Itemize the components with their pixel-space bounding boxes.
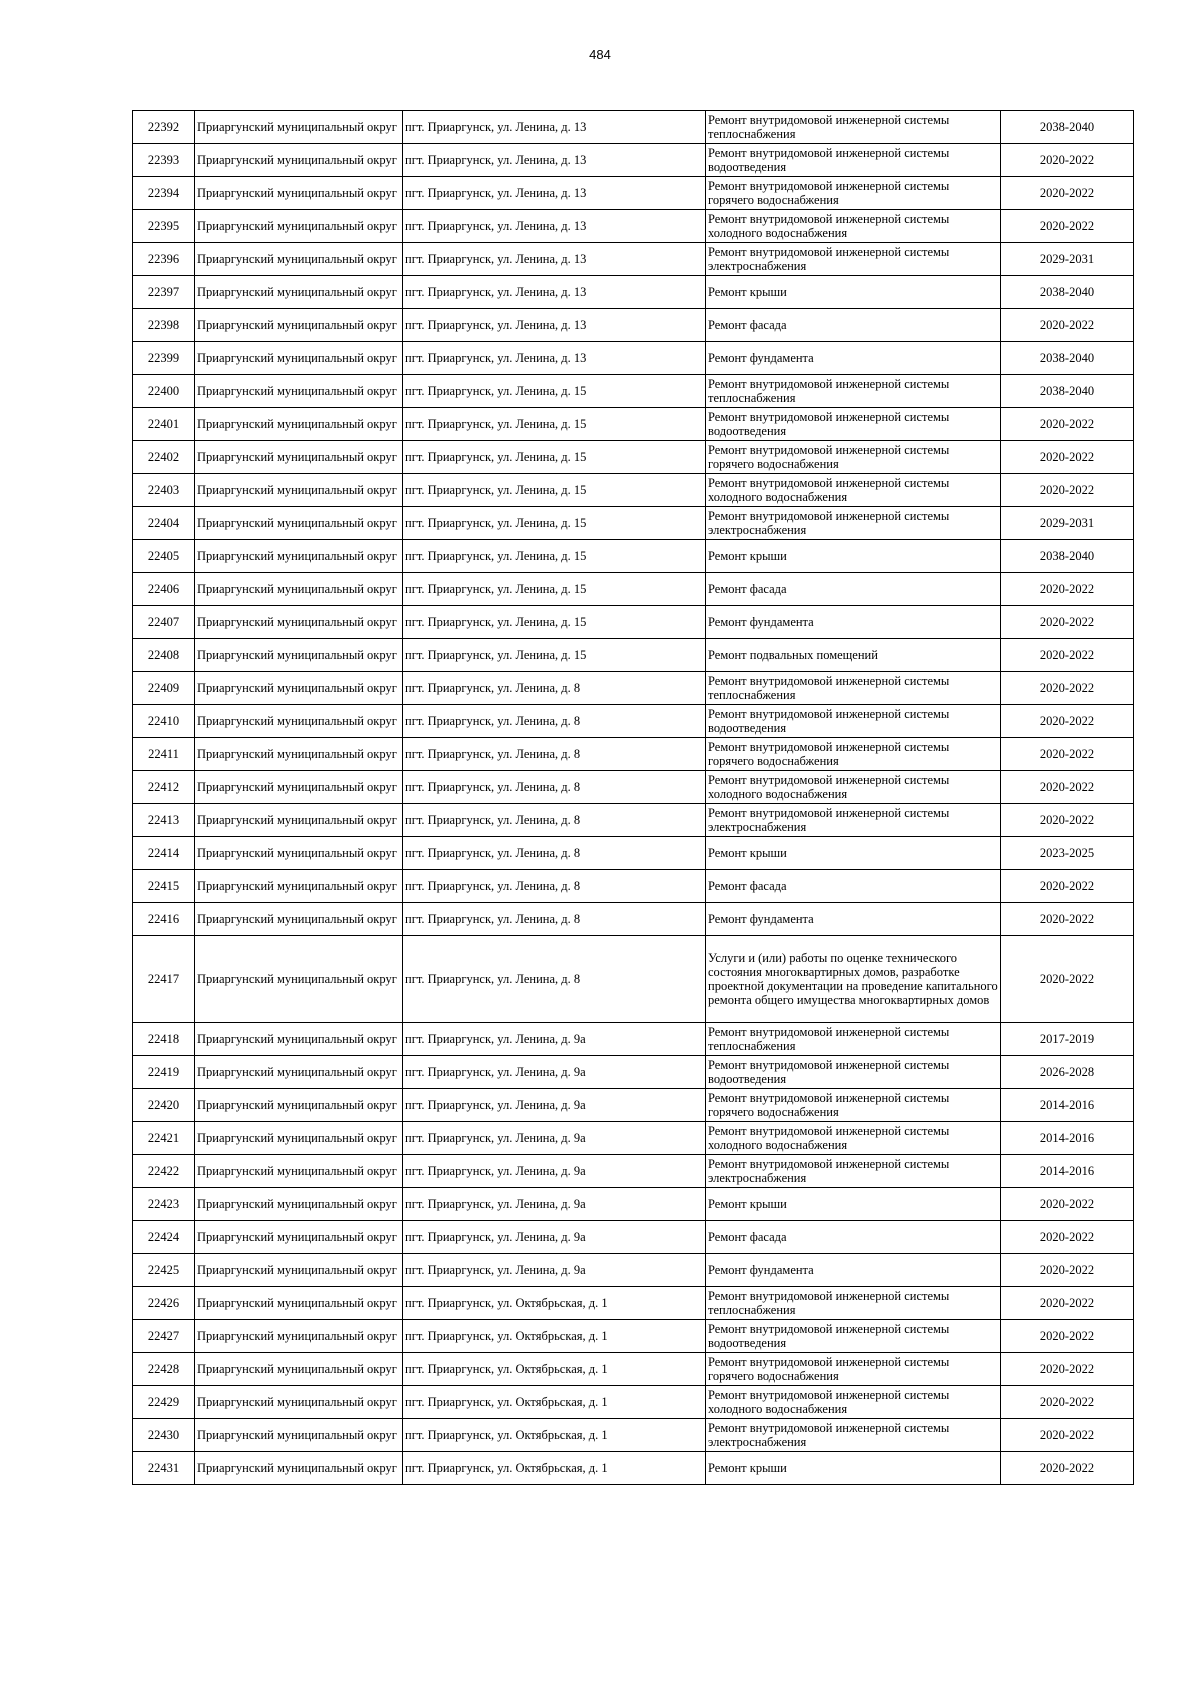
row-number-cell: 22415 [133,870,195,903]
period-cell: 2020-2022 [1001,1320,1134,1353]
work-type-cell: Ремонт фундамента [706,342,1001,375]
table-row [133,1089,1134,1122]
period-cell: 2038-2040 [1001,540,1134,573]
table-row [133,474,1134,507]
row-number-cell: 22421 [133,1122,195,1155]
address-cell: пгт. Приаргунск, ул. Ленина, д. 13 [403,342,706,375]
period-cell: 2038-2040 [1001,375,1134,408]
address-cell: пгт. Приаргунск, ул. Ленина, д. 13 [403,243,706,276]
row-number-cell: 22416 [133,903,195,936]
district-cell: Приаргунский муниципальный округ [195,1188,403,1221]
address-cell: пгт. Приаргунск, ул. Ленина, д. 15 [403,408,706,441]
work-type-cell: Ремонт крыши [706,540,1001,573]
district-cell: Приаргунский муниципальный округ [195,1419,403,1452]
registry-table-body [133,111,1134,1485]
period-cell: 2020-2022 [1001,705,1134,738]
work-type-cell: Ремонт внутридомовой инженерной системы теплоснабжения [706,1023,1001,1056]
address-cell: пгт. Приаргунск, ул. Ленина, д. 15 [403,573,706,606]
period-cell: 2020-2022 [1001,177,1134,210]
address-cell: пгт. Приаргунск, ул. Ленина, д. 9а [403,1155,706,1188]
district-cell: Приаргунский муниципальный округ [195,276,403,309]
work-type-cell: Ремонт крыши [706,1452,1001,1485]
row-number-cell: 22399 [133,342,195,375]
work-type-cell: Ремонт внутридомовой инженерной системы горячего водоснабжения [706,1089,1001,1122]
district-cell: Приаргунский муниципальный округ [195,1089,403,1122]
district-cell: Приаргунский муниципальный округ [195,474,403,507]
address-cell: пгт. Приаргунск, ул. Ленина, д. 13 [403,276,706,309]
table-row [133,606,1134,639]
district-cell: Приаргунский муниципальный округ [195,375,403,408]
address-cell: пгт. Приаргунск, ул. Ленина, д. 8 [403,705,706,738]
table-row [133,1056,1134,1089]
district-cell: Приаргунский муниципальный округ [195,705,403,738]
table-row [133,903,1134,936]
table-row [133,243,1134,276]
work-type-cell: Ремонт внутридомовой инженерной системы теплоснабжения [706,111,1001,144]
district-cell: Приаргунский муниципальный округ [195,1122,403,1155]
work-type-cell: Ремонт внутридомовой инженерной системы водоотведения [706,1056,1001,1089]
address-cell: пгт. Приаргунск, ул. Ленина, д. 8 [403,738,706,771]
row-number-cell: 22430 [133,1419,195,1452]
table-row [133,1353,1134,1386]
table-row [133,1386,1134,1419]
work-type-cell: Ремонт фасада [706,1221,1001,1254]
address-cell: пгт. Приаргунск, ул. Ленина, д. 8 [403,804,706,837]
period-cell: 2014-2016 [1001,1122,1134,1155]
work-type-cell: Ремонт фундамента [706,903,1001,936]
district-cell: Приаргунский муниципальный округ [195,1320,403,1353]
address-cell: пгт. Приаргунск, ул. Ленина, д. 9а [403,1188,706,1221]
address-cell: пгт. Приаргунск, ул. Ленина, д. 13 [403,309,706,342]
district-cell: Приаргунский муниципальный округ [195,870,403,903]
address-cell: пгт. Приаргунск, ул. Ленина, д. 8 [403,936,706,1023]
period-cell: 2020-2022 [1001,672,1134,705]
row-number-cell: 22404 [133,507,195,540]
period-cell: 2020-2022 [1001,1221,1134,1254]
district-cell: Приаргунский муниципальный округ [195,738,403,771]
period-cell: 2020-2022 [1001,210,1134,243]
address-cell: пгт. Приаргунск, ул. Ленина, д. 8 [403,837,706,870]
work-type-cell: Ремонт внутридомовой инженерной системы холодного водоснабжения [706,474,1001,507]
table-row [133,1419,1134,1452]
work-type-cell: Ремонт внутридомовой инженерной системы водоотведения [706,705,1001,738]
table-row [133,210,1134,243]
work-type-cell: Ремонт внутридомовой инженерной системы электроснабжения [706,1419,1001,1452]
work-type-cell: Ремонт внутридомовой инженерной системы электроснабжения [706,804,1001,837]
address-cell: пгт. Приаргунск, ул. Ленина, д. 13 [403,210,706,243]
period-cell: 2020-2022 [1001,1452,1134,1485]
table-row [133,441,1134,474]
row-number-cell: 22420 [133,1089,195,1122]
row-number-cell: 22419 [133,1056,195,1089]
work-type-cell: Ремонт внутридомовой инженерной системы горячего водоснабжения [706,177,1001,210]
period-cell: 2020-2022 [1001,144,1134,177]
district-cell: Приаргунский муниципальный округ [195,540,403,573]
row-number-cell: 22405 [133,540,195,573]
work-type-cell: Ремонт фасада [706,309,1001,342]
period-cell: 2020-2022 [1001,474,1134,507]
work-type-cell: Ремонт внутридомовой инженерной системы горячего водоснабжения [706,738,1001,771]
row-number-cell: 22397 [133,276,195,309]
address-cell: пгт. Приаргунск, ул. Ленина, д. 15 [403,540,706,573]
address-cell: пгт. Приаргунск, ул. Октябрьская, д. 1 [403,1353,706,1386]
table-row [133,573,1134,606]
period-cell: 2020-2022 [1001,870,1134,903]
district-cell: Приаргунский муниципальный округ [195,903,403,936]
district-cell: Приаргунский муниципальный округ [195,1155,403,1188]
address-cell: пгт. Приаргунск, ул. Ленина, д. 8 [403,771,706,804]
address-cell: пгт. Приаргунск, ул. Ленина, д. 15 [403,474,706,507]
period-cell: 2014-2016 [1001,1089,1134,1122]
work-type-cell: Ремонт внутридомовой инженерной системы холодного водоснабжения [706,771,1001,804]
district-cell: Приаргунский муниципальный округ [195,573,403,606]
table-row [133,804,1134,837]
row-number-cell: 22425 [133,1254,195,1287]
table-row [133,738,1134,771]
row-number-cell: 22393 [133,144,195,177]
work-type-cell: Ремонт подвальных помещений [706,639,1001,672]
district-cell: Приаргунский муниципальный округ [195,309,403,342]
address-cell: пгт. Приаргунск, ул. Ленина, д. 13 [403,177,706,210]
table-row [133,408,1134,441]
district-cell: Приаргунский муниципальный округ [195,1353,403,1386]
period-cell: 2020-2022 [1001,1188,1134,1221]
period-cell: 2020-2022 [1001,771,1134,804]
row-number-cell: 22417 [133,936,195,1023]
work-type-cell: Ремонт внутридомовой инженерной системы электроснабжения [706,243,1001,276]
registry-table [132,110,1134,1485]
work-type-cell: Ремонт фундамента [706,606,1001,639]
address-cell: пгт. Приаргунск, ул. Октябрьская, д. 1 [403,1386,706,1419]
work-type-cell: Ремонт внутридомовой инженерной системы холодного водоснабжения [706,210,1001,243]
district-cell: Приаргунский муниципальный округ [195,1386,403,1419]
table-row [133,540,1134,573]
address-cell: пгт. Приаргунск, ул. Ленина, д. 15 [403,507,706,540]
row-number-cell: 22428 [133,1353,195,1386]
row-number-cell: 22429 [133,1386,195,1419]
period-cell: 2020-2022 [1001,573,1134,606]
address-cell: пгт. Приаргунск, ул. Ленина, д. 15 [403,639,706,672]
table-row [133,177,1134,210]
district-cell: Приаргунский муниципальный округ [195,639,403,672]
address-cell: пгт. Приаргунск, ул. Ленина, д. 9а [403,1023,706,1056]
period-cell: 2020-2022 [1001,804,1134,837]
table-row [133,144,1134,177]
period-cell: 2020-2022 [1001,1353,1134,1386]
work-type-cell: Ремонт крыши [706,1188,1001,1221]
table-row [133,639,1134,672]
district-cell: Приаргунский муниципальный округ [195,1056,403,1089]
period-cell: 2017-2019 [1001,1023,1134,1056]
district-cell: Приаргунский муниципальный округ [195,243,403,276]
district-cell: Приаргунский муниципальный округ [195,1452,403,1485]
address-cell: пгт. Приаргунск, ул. Ленина, д. 13 [403,111,706,144]
period-cell: 2038-2040 [1001,111,1134,144]
table-row [133,111,1134,144]
period-cell: 2014-2016 [1001,1155,1134,1188]
row-number-cell: 22403 [133,474,195,507]
table-row [133,936,1134,1023]
district-cell: Приаргунский муниципальный округ [195,210,403,243]
row-number-cell: 22395 [133,210,195,243]
table-row [133,309,1134,342]
work-type-cell: Ремонт фасада [706,573,1001,606]
row-number-cell: 22407 [133,606,195,639]
district-cell: Приаргунский муниципальный округ [195,507,403,540]
row-number-cell: 22401 [133,408,195,441]
address-cell: пгт. Приаргунск, ул. Ленина, д. 9а [403,1221,706,1254]
row-number-cell: 22394 [133,177,195,210]
work-type-cell: Ремонт внутридомовой инженерной системы холодного водоснабжения [706,1122,1001,1155]
period-cell: 2020-2022 [1001,606,1134,639]
period-cell: 2020-2022 [1001,738,1134,771]
work-type-cell: Ремонт крыши [706,837,1001,870]
row-number-cell: 22431 [133,1452,195,1485]
period-cell: 2020-2022 [1001,441,1134,474]
work-type-cell: Ремонт внутридомовой инженерной системы электроснабжения [706,507,1001,540]
row-number-cell: 22427 [133,1320,195,1353]
row-number-cell: 22414 [133,837,195,870]
period-cell: 2026-2028 [1001,1056,1134,1089]
row-number-cell: 22413 [133,804,195,837]
table-row [133,1155,1134,1188]
work-type-cell: Ремонт внутридомовой инженерной системы водоотведения [706,408,1001,441]
table-row [133,1452,1134,1485]
row-number-cell: 22418 [133,1023,195,1056]
address-cell: пгт. Приаргунск, ул. Ленина, д. 9а [403,1089,706,1122]
row-number-cell: 22411 [133,738,195,771]
period-cell: 2020-2022 [1001,639,1134,672]
work-type-cell: Ремонт внутридомовой инженерной системы горячего водоснабжения [706,441,1001,474]
table-row [133,705,1134,738]
period-cell: 2020-2022 [1001,408,1134,441]
work-type-cell: Ремонт внутридомовой инженерной системы водоотведения [706,1320,1001,1353]
page-number: 484 [589,47,611,62]
row-number-cell: 22398 [133,309,195,342]
row-number-cell: 22412 [133,771,195,804]
work-type-cell: Ремонт крыши [706,276,1001,309]
address-cell: пгт. Приаргунск, ул. Октябрьская, д. 1 [403,1419,706,1452]
table-row [133,1254,1134,1287]
address-cell: пгт. Приаргунск, ул. Ленина, д. 15 [403,441,706,474]
district-cell: Приаргунский муниципальный округ [195,342,403,375]
district-cell: Приаргунский муниципальный округ [195,936,403,1023]
row-number-cell: 22402 [133,441,195,474]
table-row [133,870,1134,903]
district-cell: Приаргунский муниципальный округ [195,771,403,804]
work-type-cell: Ремонт внутридомовой инженерной системы водоотведения [706,144,1001,177]
row-number-cell: 22410 [133,705,195,738]
row-number-cell: 22392 [133,111,195,144]
table-row [133,1122,1134,1155]
district-cell: Приаргунский муниципальный округ [195,837,403,870]
period-cell: 2038-2040 [1001,342,1134,375]
work-type-cell: Ремонт внутридомовой инженерной системы теплоснабжения [706,672,1001,705]
table-row [133,1320,1134,1353]
district-cell: Приаргунский муниципальный округ [195,1254,403,1287]
address-cell: пгт. Приаргунск, ул. Октябрьская, д. 1 [403,1320,706,1353]
district-cell: Приаргунский муниципальный округ [195,606,403,639]
work-type-cell: Ремонт внутридомовой инженерной системы электроснабжения [706,1155,1001,1188]
district-cell: Приаргунский муниципальный округ [195,177,403,210]
table-row [133,1188,1134,1221]
address-cell: пгт. Приаргунск, ул. Ленина, д. 15 [403,606,706,639]
table-row [133,672,1134,705]
period-cell: 2020-2022 [1001,1287,1134,1320]
row-number-cell: 22426 [133,1287,195,1320]
district-cell: Приаргунский муниципальный округ [195,144,403,177]
table-row [133,1287,1134,1320]
period-cell: 2020-2022 [1001,903,1134,936]
period-cell: 2038-2040 [1001,276,1134,309]
address-cell: пгт. Приаргунск, ул. Октябрьская, д. 1 [403,1452,706,1485]
work-type-cell: Ремонт внутридомовой инженерной системы горячего водоснабжения [706,1353,1001,1386]
period-cell: 2023-2025 [1001,837,1134,870]
table-row [133,771,1134,804]
district-cell: Приаргунский муниципальный округ [195,408,403,441]
district-cell: Приаргунский муниципальный округ [195,804,403,837]
address-cell: пгт. Приаргунск, ул. Октябрьская, д. 1 [403,1287,706,1320]
period-cell: 2029-2031 [1001,507,1134,540]
work-type-cell: Ремонт фундамента [706,1254,1001,1287]
address-cell: пгт. Приаргунск, ул. Ленина, д. 9а [403,1122,706,1155]
district-cell: Приаргунский муниципальный округ [195,111,403,144]
district-cell: Приаргунский муниципальный округ [195,672,403,705]
row-number-cell: 22396 [133,243,195,276]
table-row [133,1221,1134,1254]
period-cell: 2020-2022 [1001,1386,1134,1419]
address-cell: пгт. Приаргунск, ул. Ленина, д. 8 [403,672,706,705]
table-row [133,1023,1134,1056]
district-cell: Приаргунский муниципальный округ [195,1287,403,1320]
table-row [133,342,1134,375]
period-cell: 2020-2022 [1001,1419,1134,1452]
address-cell: пгт. Приаргунск, ул. Ленина, д. 15 [403,375,706,408]
work-type-cell: Услуги и (или) работы по оценке технического состояния многоквартирных домов, разработке проектной документации на проведение капитального ремонта общего имущества многоквартирных домов [706,936,1001,1023]
row-number-cell: 22400 [133,375,195,408]
table-row [133,375,1134,408]
table-row [133,507,1134,540]
row-number-cell: 22406 [133,573,195,606]
period-cell: 2020-2022 [1001,309,1134,342]
district-cell: Приаргунский муниципальный округ [195,1023,403,1056]
district-cell: Приаргунский муниципальный округ [195,441,403,474]
address-cell: пгт. Приаргунск, ул. Ленина, д. 13 [403,144,706,177]
row-number-cell: 22422 [133,1155,195,1188]
work-type-cell: Ремонт фасада [706,870,1001,903]
work-type-cell: Ремонт внутридомовой инженерной системы теплоснабжения [706,375,1001,408]
period-cell: 2029-2031 [1001,243,1134,276]
address-cell: пгт. Приаргунск, ул. Ленина, д. 9а [403,1254,706,1287]
district-cell: Приаргунский муниципальный округ [195,1221,403,1254]
table-row [133,837,1134,870]
row-number-cell: 22423 [133,1188,195,1221]
period-cell: 2020-2022 [1001,936,1134,1023]
row-number-cell: 22409 [133,672,195,705]
address-cell: пгт. Приаргунск, ул. Ленина, д. 8 [403,903,706,936]
address-cell: пгт. Приаргунск, ул. Ленина, д. 9а [403,1056,706,1089]
row-number-cell: 22424 [133,1221,195,1254]
work-type-cell: Ремонт внутридомовой инженерной системы холодного водоснабжения [706,1386,1001,1419]
work-type-cell: Ремонт внутридомовой инженерной системы теплоснабжения [706,1287,1001,1320]
address-cell: пгт. Приаргунск, ул. Ленина, д. 8 [403,870,706,903]
row-number-cell: 22408 [133,639,195,672]
table-row [133,276,1134,309]
period-cell: 2020-2022 [1001,1254,1134,1287]
